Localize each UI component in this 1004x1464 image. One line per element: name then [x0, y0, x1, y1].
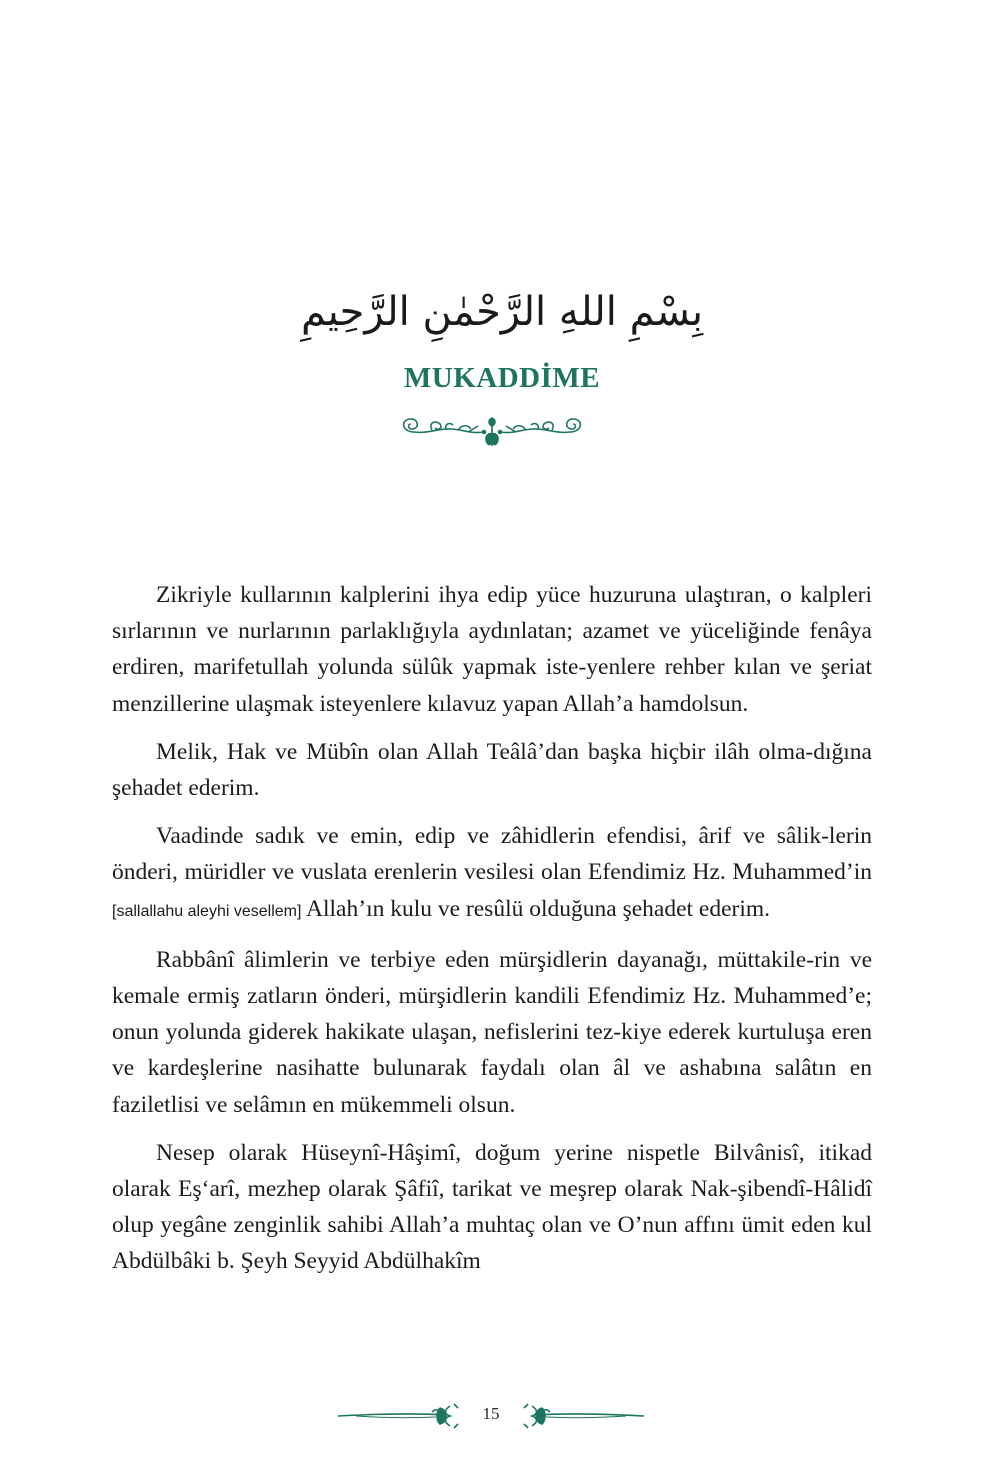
basmala: بِسْمِ اللهِ الرَّحْمٰنِ الرَّحِيمِ	[300, 289, 704, 335]
paragraph: Melik, Hak ve Mübîn olan Allah Teâlâ’dan başka hiçbir ilâh olma-dığına şehadet ederim.	[112, 738, 872, 802]
floral-divider-icon	[398, 412, 586, 452]
paragraph-text: Allah’ın kulu ve resûlü olduğuna şehadet ederim.	[306, 895, 771, 922]
right-ornament-icon	[524, 1404, 644, 1428]
chapter-title: MUKADDİME	[403, 362, 601, 394]
salutation-note: [sallallahu aleyhi vesellem]	[112, 902, 302, 920]
paragraph	[112, 818, 872, 930]
paragraph-text: Vaadinde sadık ve emin, edip ve zâhidlerin efendisi, ârif ve sâlik-lerin önderi, müridler ve vuslata erenlerin vesilesi olan Efendimiz Hz. Muhammed’in	[112, 823, 872, 886]
paragraph: Zikriyle kullarının kalplerini ihya edip yüce huzuruna ulaştıran, o kalpleri sırlarının ve nurlarının parlaklığıyla aydınlatan; azamet ve yüceliğinde fenâya erdiren, marifetullah yolunda sülûk yapmak iste-yenlere rehber kılan ve şeriat menzillerine ulaşmak isteyenlere kılavuz yapan Allah’a hamdolsun.	[112, 582, 872, 717]
paragraph: Nesep olarak Hüseynî-Hâşimî, doğum yerine nispetle Bilvânisî, itikad olarak Eş‘arî, mezhep olarak Şâfiî, tarikat ve meşrep olarak Nak-şibendî-Hâlidî olup yegâne zenginlik sahibi Allah’a muhtaç olan ve O’nun affını ümit eden kul Abdülbâki b. Şeyh Seyyid Abdülhakîm	[112, 1139, 872, 1275]
paragraph: Rabbânî âlimlerin ve terbiye eden mürşidlerin dayanağı, müttakile-rin ve kemale ermiş zatların önderi, mürşidlerin kandili Efendimiz Hz. Muhammed’e; onun yolunda giderek hakikate ulaşan, nefislerini tez-kiye ederek kurtuluşa eren ve kardeşlerine nasihatte bulunarak faydalı olan âl ve ashabına salâtın en faziletlisi ve selâmın en mükemmeli olsun.	[112, 946, 872, 1118]
page-footer	[336, 1398, 646, 1434]
body-text	[112, 577, 872, 1292]
page-number: 15	[482, 1404, 500, 1423]
left-ornament-icon	[338, 1404, 458, 1428]
